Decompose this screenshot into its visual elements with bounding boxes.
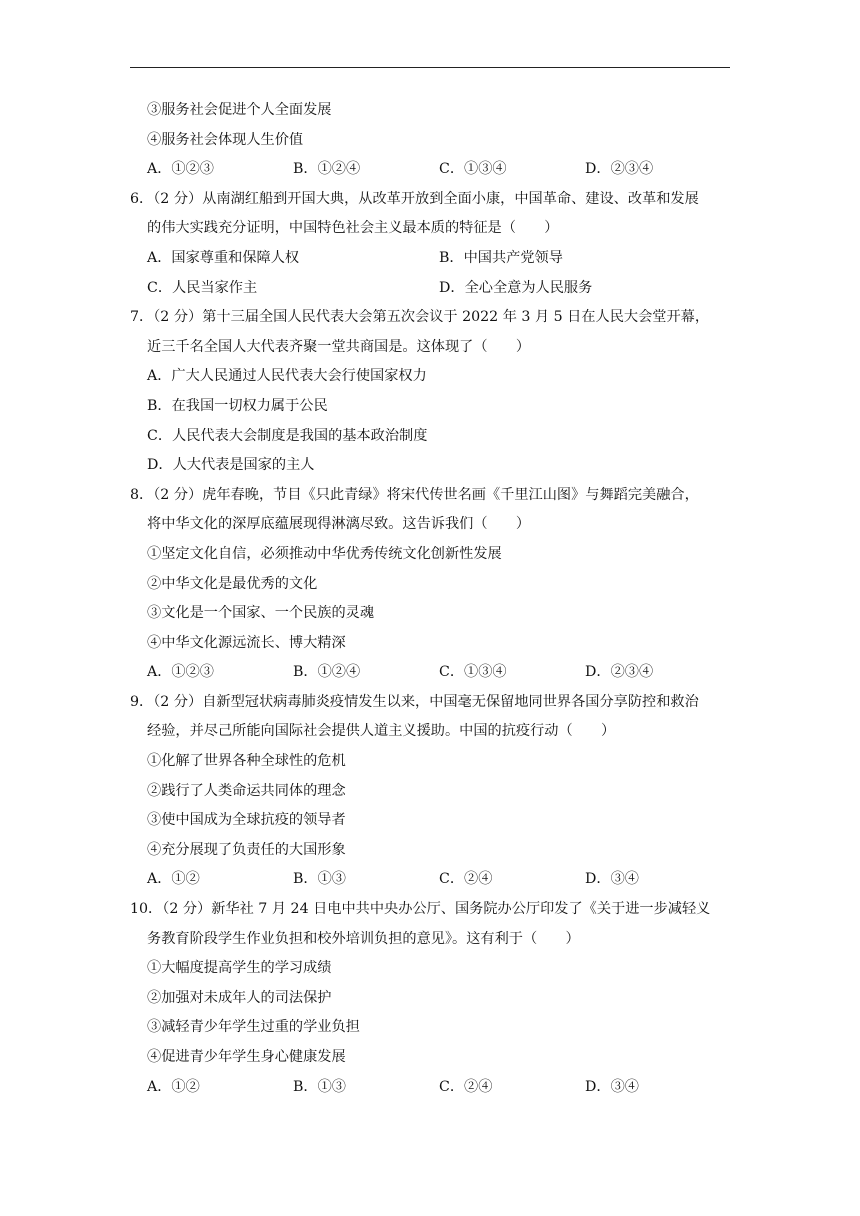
question-stem: 近三千名全国人大代表齐聚一堂共商国是。这体现了（ ） — [147, 338, 531, 355]
choice-d: D．②③④ — [585, 161, 654, 178]
choice-b: B．在我国一切权力属于公民 — [147, 397, 328, 414]
choice-c: C．①③④ — [439, 161, 507, 178]
question-6 — [130, 185, 740, 303]
question-stem: 的伟大实践充分证明，中国特色社会主义最本质的特征是（ ） — [147, 220, 559, 237]
choice-c: C．②④ — [439, 1078, 493, 1095]
statement: ②加强对未成年人的司法保护 — [147, 989, 332, 1006]
question-stem: 9．（2 分）自新型冠状病毒肺炎疫情发生以来，中国毫无保留地同世界各国分享防控和救治 — [130, 693, 699, 710]
answer-choices — [130, 155, 740, 185]
choice-a: A．①② — [147, 871, 200, 888]
question-10 — [130, 895, 740, 1102]
choice-b: B．①③ — [293, 1078, 346, 1095]
statement: ④促进青少年学生身心健康发展 — [147, 1049, 346, 1065]
statement: ④充分展现了负责任的大国形象 — [147, 841, 346, 858]
question-stem: 务教育阶段学生作业负担和校外培训负担的意见》。这有利于（ ） — [147, 930, 580, 947]
exam-page-content — [130, 96, 740, 1102]
question-8 — [130, 481, 740, 688]
choice-c: C．②④ — [439, 871, 493, 888]
choice-c: C．①③④ — [439, 664, 507, 681]
choice-a: A．①②③ — [147, 161, 214, 178]
choice-d: D．③④ — [585, 1078, 639, 1095]
statement: ④中华文化源远流长、博大精深 — [147, 634, 346, 651]
statement: ③使中国成为全球抗疫的领导者 — [147, 812, 346, 829]
choice-a: A．①② — [147, 1078, 200, 1095]
choice-d: D．全心全意为人民服务 — [439, 279, 593, 296]
question-stem: 6．（2 分）从南湖红船到开国大典，从改革开放到全面小康，中国革命、建设、改革和发展 — [130, 190, 699, 207]
answer-choices — [130, 244, 740, 274]
header-rule — [130, 67, 730, 68]
statement: ④服务社会体现人生价值 — [147, 131, 304, 148]
choice-a: A．①②③ — [147, 664, 214, 681]
question-5-tail — [130, 96, 740, 185]
answer-choices — [130, 865, 740, 895]
choice-a: A．国家尊重和保障人权 — [147, 249, 300, 266]
choice-c: C．人民当家作主 — [147, 279, 258, 296]
answer-choices — [130, 274, 740, 304]
statement: ①化解了世界各种全球性的危机 — [147, 753, 346, 770]
choice-d: D．②③④ — [585, 664, 654, 681]
statement: ①大幅度提高学生的学习成绩 — [147, 960, 332, 977]
choice-b: B．①②④ — [293, 161, 361, 178]
statement: ②践行了人类命运共同体的理念 — [147, 782, 346, 799]
choice-d: D．人大代表是国家的主人 — [147, 457, 315, 474]
question-stem: 经验，并尽己所能向国际社会提供人道主义援助。中国的抗疫行动（ ） — [147, 723, 616, 740]
answer-choices — [130, 658, 740, 688]
statement: ③文化是一个国家、一个民族的灵魂 — [147, 605, 375, 622]
answer-choices — [130, 1073, 740, 1103]
choice-c: C．人民代表大会制度是我国的基本政治制度 — [147, 427, 428, 444]
statement: ③服务社会促进个人全面发展 — [147, 102, 332, 118]
question-7 — [130, 303, 740, 481]
question-stem: 7．（2 分）第十三届全国人民代表大会第五次会议于 2022 年 3 月 5 日在人民大会堂开幕， — [130, 309, 710, 326]
statement: ②中华文化是最优秀的文化 — [147, 575, 318, 592]
choice-b: B．①③ — [293, 871, 346, 888]
question-9 — [130, 688, 740, 895]
choice-a: A．广大人民通过人民代表大会行使国家权力 — [147, 368, 427, 385]
choice-b: B．①②④ — [293, 664, 361, 681]
statement: ①坚定文化自信，必须推动中华优秀传统文化创新性发展 — [147, 545, 502, 562]
statement: ③减轻青少年学生过重的学业负担 — [147, 1019, 360, 1036]
question-stem: 将中华文化的深厚底蕴展现得淋漓尽致。这告诉我们（ ） — [147, 516, 531, 533]
choice-d: D．③④ — [585, 871, 639, 888]
question-stem: 10．（2 分）新华社 7 月 24 日电中共中央办公厅、国务院办公厅印发了《关于进一步减轻义 — [130, 901, 711, 918]
question-stem: 8．（2 分）虎年春晚，节目《只此青绿》将宋代传世名画《千里江山图》与舞蹈完美融合， — [130, 486, 699, 503]
choice-b: B．中国共产党领导 — [439, 249, 563, 266]
